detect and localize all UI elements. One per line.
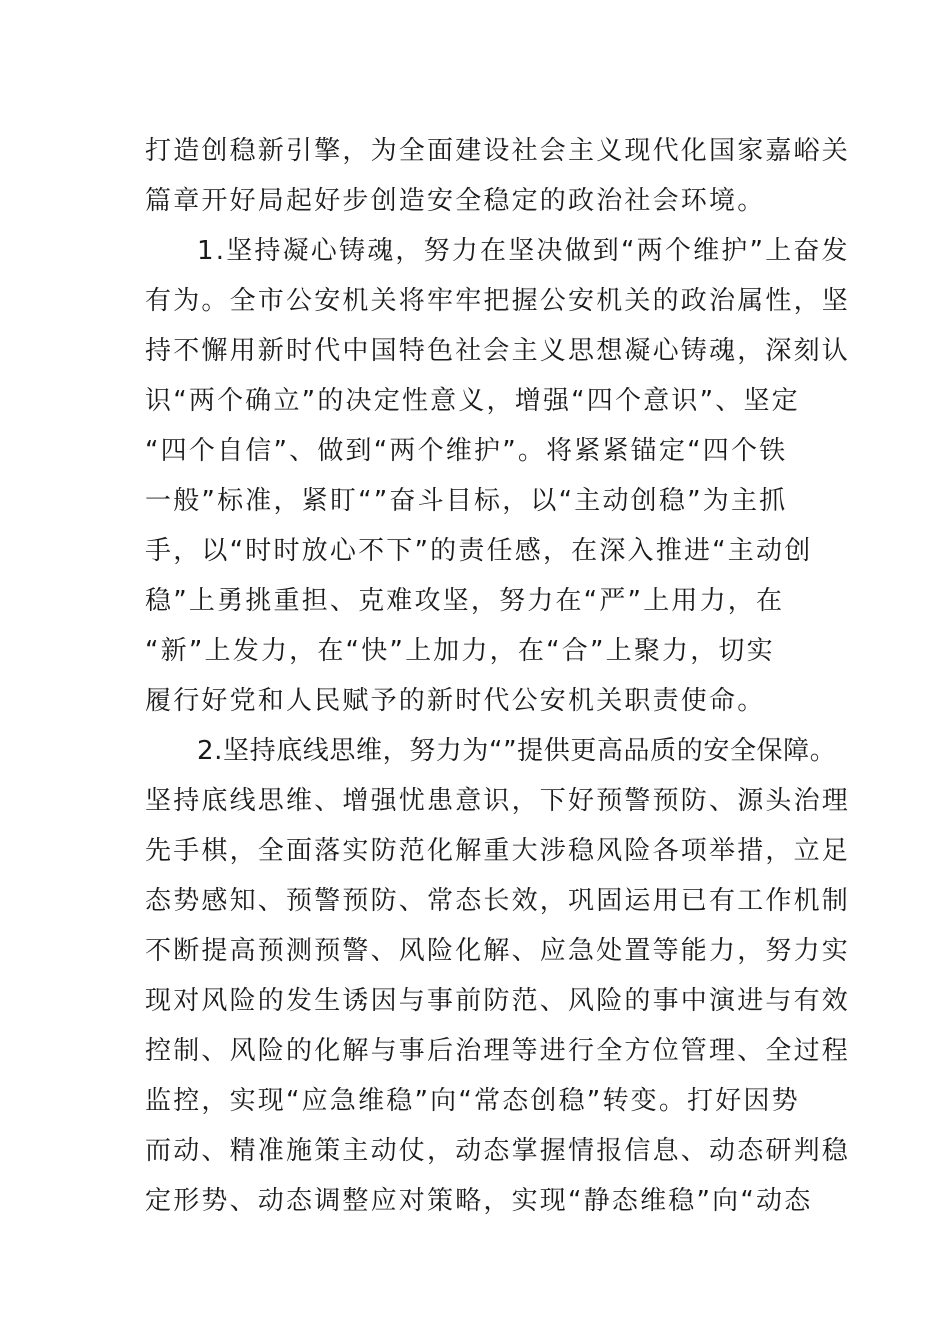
body-text-line: 定形势、动态调整应对策略，实现“静态维稳”向“动态 bbox=[145, 1186, 813, 1216]
body-text-line: 打造创稳新引擎，为全面建设社会主义现代化国家嘉峪关 bbox=[145, 136, 851, 166]
body-text-line: 手，以“时时放心不下”的责任感，在深入推进“主动创 bbox=[145, 536, 813, 566]
body-text-line: 篇章开好局起好步创造安全稳定的政治社会环境。 bbox=[145, 186, 766, 216]
body-text-line: 稳”上勇挑重担、克难攻坚，努力在“严”上用力，在 bbox=[145, 586, 785, 616]
body-text-line: 持不懈用新时代中国特色社会主义思想凝心铸魂，深刻认 bbox=[145, 336, 851, 366]
body-text-line: 识“两个确立”的决定性意义，增强“四个意识”、坚定 bbox=[145, 386, 800, 416]
body-text-line: “四个自信”、做到“两个维护”。将紧紧锚定“四个铁 bbox=[145, 436, 788, 466]
body-text-line: 履行好党和人民赋予的新时代公安机关职责使命。 bbox=[145, 686, 766, 716]
body-text-line: 态势感知、预警预防、常态长效，巩固运用已有工作机制 bbox=[145, 886, 851, 916]
body-text-line: 现对风险的发生诱因与事前防范、风险的事中演进与有效 bbox=[145, 986, 851, 1016]
body-text-line: 先手棋，全面落实防范化解重大涉稳风险各项举措，立足 bbox=[145, 836, 851, 866]
body-text-line: 监控，实现“应急维稳”向“常态创稳”转变。打好因势 bbox=[145, 1086, 800, 1116]
body-text-line: 不断提高预测预警、风险化解、应急处置等能力，努力实 bbox=[145, 936, 851, 966]
paragraph-heading-2: 2.坚持底线思维，努力为“”提供更高品质的安全保障。 bbox=[197, 736, 837, 766]
body-text-line: 有为。全市公安机关将牢牢把握公安机关的政治属性，坚 bbox=[145, 286, 851, 316]
body-text-line: “新”上发力，在“快”上加力，在“合”上聚力，切实 bbox=[145, 636, 775, 666]
paragraph-heading-1: 1.坚持凝心铸魂，努力在坚决做到“两个维护”上奋发 bbox=[197, 236, 850, 266]
body-text-line: 而动、精准施策主动仗，动态掌握情报信息、动态研判稳 bbox=[145, 1136, 851, 1166]
body-text-line: 一般”标准，紧盯“”奋斗目标，以“主动创稳”为主抓 bbox=[145, 486, 788, 516]
body-text-line: 坚持底线思维、增强忧患意识，下好预警预防、源头治理 bbox=[145, 786, 851, 816]
body-text-line: 控制、风险的化解与事后治理等进行全方位管理、全过程 bbox=[145, 1036, 851, 1066]
